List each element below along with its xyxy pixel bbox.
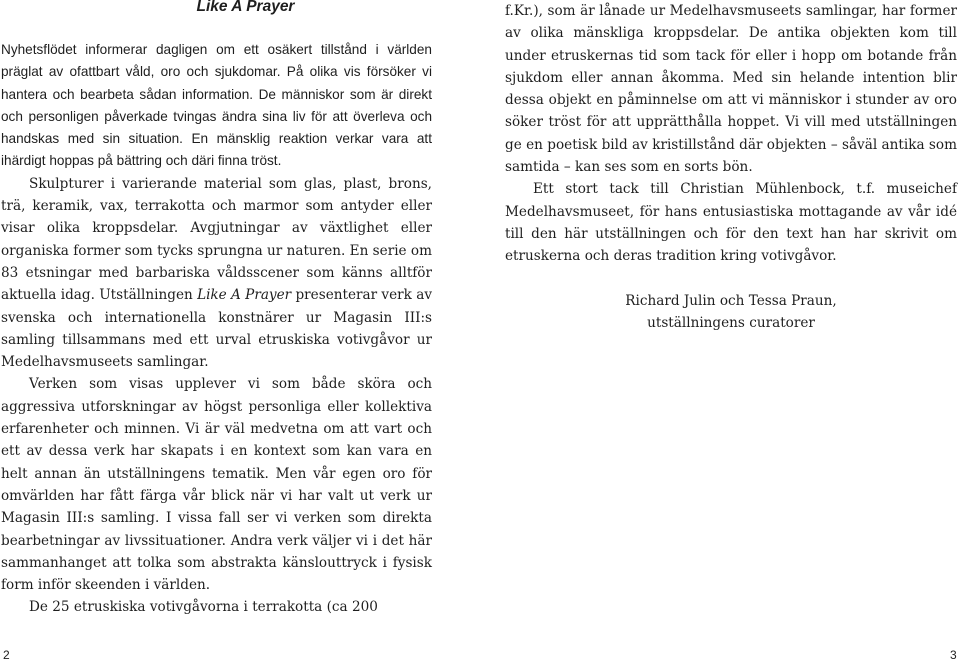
- right-column: [505, 0, 957, 334]
- left-column: [1, 0, 432, 619]
- paragraph-2-text-a: Skulpturer i varierande material som glas, plast, brons, trä, keramik, vax, terrakotta och marmor som antyder eller visar olika kroppsdelar. Avgjutningar av växtlighet eller organiska former som tycks sprungna ur naturen. En serie om 83 etsningar med barbariska våldsscener som känns alltför aktuella idag. Utställningen: [1, 175, 432, 304]
- body-paragraph-4-start: De 25 etruskiska votivgåvorna i terrakotta (ca 200: [29, 599, 378, 616]
- lead-paragraph: Nyhetsflödet informerar dagligen om ett osäkert tillstånd i världen präglat av ofattbart våld, oro och sjukdomar. På olika vis försöker vi hantera och bearbeta sådan information. De människor som är direkt och personligen påverkade tvingas ändra sina liv för att överleva och handskas med sin situation. En mänsklig reaktion verkar vara att ihärdigt hoppas på bättring och däri finna tröst.: [1, 42, 432, 169]
- signature-names: Richard Julin och Tessa Praun,: [625, 292, 837, 309]
- body-paragraph-4-end: f.Kr.), som är lånade ur Medelhavsmuseets samlingar, har former av olika mänskliga kroppsdelar. De antika objekten kom till under etruskernas tid som tack för eller i hopp om botande från sjukdom eller annan åkomma. Med sin helande intention blir dessa objekt en påminnelse om att vi människor i stunder av oro söker tröst för att upprätthålla hoppet. Vi vill med utställningen ge en poetisk bild av kristillstånd där objekten – såväl antika som samtida – kan ses som en sorts bön.: [505, 3, 957, 176]
- paragraph-2-text-b: presenterar verk av svenska och internationella konstnärer ur Magasin III:s samling tillsammans med ett urval etruskiska votivgåvor ur Medelhavsmuseets samlingar.: [1, 287, 432, 371]
- curator-signature: [505, 290, 957, 335]
- page-title: Like A Prayer: [196, 0, 295, 15]
- body-paragraph-3: Verken som visas upplever vi som både sköra och aggressiva utforskningar av högst personliga eller kollektiva erfarenheter och minnen. Vi är väl medvetna om att vart och ett av dessa verk har skapats i en kontext som kan vara en helt annan än utställningens tematik. Men vår egen oro för omvärlden har fått färga vår blick när vi har valt ut verk ur Magasin III:s samling. I vissa fall ser vi verken som direkta bearbetningar av livssituationer. Andra verk väljer vi i det här sammanhanget att tolka som abstrakta känslouttryck i fysisk form inför skeenden i världen.: [1, 376, 432, 594]
- title-spacer: [1, 17, 432, 39]
- exhibition-title: Like A Prayer: [197, 287, 292, 304]
- page-number-right: 3: [950, 648, 957, 662]
- body-paragraph-2: [1, 173, 432, 374]
- body-paragraph-5: Ett stort tack till Christian Mühlenbock, t.f. museichef Medelhavsmuseet, för hans entusiastiska mottagande av vår idé till den här utställningen och för den text han har skrivit om etruskerna och deras tradition kring votivgåvor.: [505, 181, 957, 265]
- signature-role: utställningens curatorer: [647, 314, 815, 331]
- page-number-left: 2: [3, 648, 10, 662]
